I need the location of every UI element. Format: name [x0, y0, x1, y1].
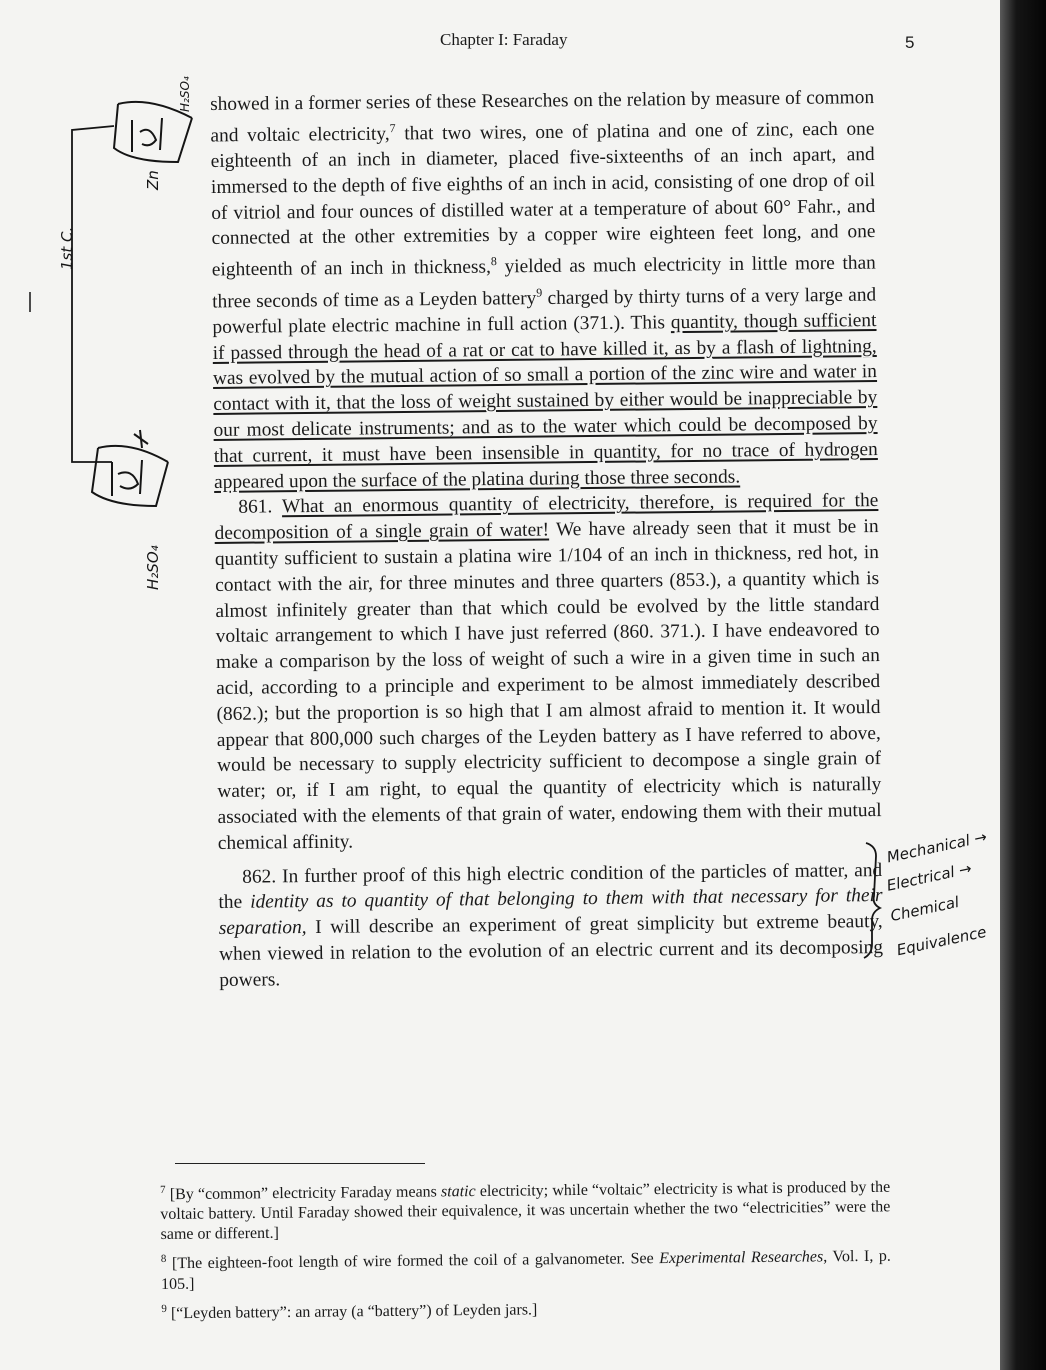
- page-number: 5: [905, 33, 915, 52]
- text-run: , Vol. I, p. 105.]: [161, 1248, 891, 1293]
- margin-bracket: [72, 126, 114, 462]
- note-equivalence: Equivalence: [895, 922, 989, 960]
- footnote-ref: 8: [490, 254, 497, 269]
- scanner-edge: [1000, 0, 1046, 1370]
- sketch-label-side: H₂SO₄: [178, 76, 192, 112]
- footnote-ref: 9: [536, 285, 543, 300]
- text-run: that two wires, one of platina and one of zinc, each one eighteenth of an inch in diameter, placed five-sixteenths of an inch apart, and immersed to the depth of five eighths of an inch in acid, consisting of one drop of oil of vitriol and four ounces of distilled water at a temperature of about 60° Fahr., and connected at the other extremities by a copper wire eighteen feet long, and one eighteenth of an inch in thickness,: [210, 118, 876, 281]
- text-run: [“Leyden battery”: an array (a “battery”) of Leyden jars.]: [170, 1301, 538, 1322]
- text-run: [By “common” electricity Faraday means: [169, 1183, 442, 1204]
- italic-text: identity as to quantity of that belonging to them with that necessary for their separation,: [218, 885, 883, 940]
- footnote-number: 8: [160, 1253, 167, 1266]
- note-chemical: Chemical: [888, 892, 961, 926]
- sketch-label-h2so4: H₂SO₄: [144, 545, 162, 590]
- text-run: showed in a former series of these Researches on the relation by measure of common and voltaic electricity,: [210, 87, 875, 147]
- note-mechanical: Mechanical →: [885, 827, 989, 867]
- italic-text: static: [440, 1183, 476, 1201]
- sketch-label-zn: Zn: [144, 170, 162, 190]
- underlined-passage: quantity, though sufficient if passed through the head of a rat or cat to have killed it, as by a flash of lightning, was evolved by the mutual action of so small a portion of the zinc wire and water in contact with it, that the loss of weight sustained by either would be inappreciable by our most delicate instruments; and as to the water which could be decomposed by that current, it must have been insensible in quantity, for no trace of hydrogen appeared upon the surface of the platina during those three seconds.: [212, 309, 878, 493]
- footnote-number: 9: [161, 1302, 167, 1315]
- right-brace: [864, 843, 880, 958]
- italic-text: Experimental Researches: [659, 1248, 824, 1268]
- text-run: yielded as much electricity in little more than three seconds of time as a Leyden battery: [212, 252, 876, 312]
- footnote-number: 7: [160, 1183, 166, 1196]
- note-electrical: Electrical →: [885, 859, 974, 895]
- underlined-passage: What an enormous quantity of electricity, therefore, is required for the decomposition of a single grain of water!: [214, 490, 879, 545]
- text-run: [The eighteen-foot length of wire formed the coil of a galvanometer. See: [171, 1250, 660, 1273]
- text-run: 861.: [238, 496, 283, 519]
- beaker-sketch-bottom: [92, 430, 168, 506]
- footnote-ref: 7: [389, 120, 396, 135]
- text-run: I will describe an experiment of great simplicity but extreme beauty, when viewed in relation to the evolution of an electric current and its decomposing powers.: [218, 911, 884, 991]
- text-run: charged by thirty turns of a very large and powerful plate electric machine in full action (371.). This: [212, 284, 877, 338]
- margin-note-left: 1st C.: [58, 226, 76, 270]
- text-run: 862. In further proof of this high electric condition of the particles of matter, and the: [218, 859, 883, 914]
- text-run: electricity; while “voltaic” electricity is what is produced by the voltaic battery. Until Faraday showed their equivalence, it was uncertain whether the two “electricities” were the same or different.]: [160, 1178, 891, 1244]
- running-title: Chapter I: Faraday: [440, 30, 568, 49]
- text-run: We have already seen that it must be in quantity sufficient to sustain a platina wire 1/104 of an inch in thickness, red hot, in contact with the air, for three minutes and three quarters (853.), a quantity which is almost infinitely greater than that which could be evolved by the little standard voltaic arrangement to which I have just referred (860. 371.). I have endeavored to make a comparison by the loss of weight of such a wire in a given time in such an acid, according to a principle and experiment to be almost immediately described (862.); but the proportion is so high that I am almost afraid to mention it. It would appear that 800,000 such charges of the Leyden battery as I have referred to above, would be necessary to supply electricity sufficient to decompose a single grain of water; or, if I am right, to equal the quantity of electricity which is naturally associated with the elements of that grain of water, endowing them with their mutual chemical affinity.: [214, 516, 882, 854]
